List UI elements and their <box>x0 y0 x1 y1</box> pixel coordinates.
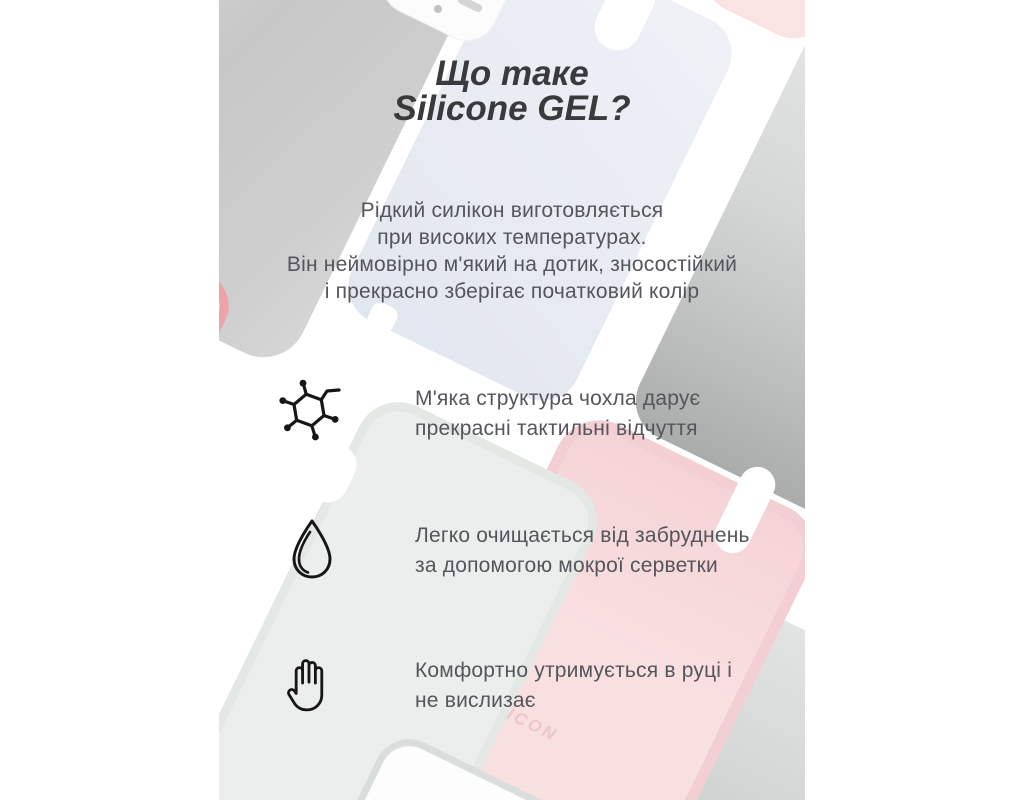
feature-soft-structure <box>0 374 1024 454</box>
intro-line: і прекрасно зберігає початковий колір <box>324 280 700 303</box>
intro-line: Він неймовірно м'який на дотик, зносостійкий <box>286 253 738 276</box>
intro-line: при високих температурах. <box>377 226 647 249</box>
intro-text <box>0 197 1024 305</box>
feature-line: М'яка структура чохла дарує <box>415 387 701 410</box>
molecule-icon <box>278 376 344 444</box>
feature-line: за допомогою мокрої серветки <box>415 554 718 577</box>
feature-easy-clean <box>0 511 1024 591</box>
page-title <box>0 56 1024 126</box>
feature-line: Легко очищається від забруднень <box>415 524 750 547</box>
hand-icon <box>284 652 330 716</box>
case-brand-watermark: ICON <box>503 704 562 746</box>
title-line-1: Що таке <box>435 54 589 93</box>
feature-text <box>415 656 732 716</box>
feature-text <box>415 384 700 444</box>
feature-grip <box>0 646 1024 726</box>
feature-line: не вислизає <box>415 689 536 712</box>
feature-line: прекрасні тактильні відчуття <box>415 417 698 440</box>
water-drop-icon <box>288 517 336 581</box>
feature-text <box>415 521 750 581</box>
title-line-2: Silicone GEL? <box>393 89 631 128</box>
intro-line: Рідкий силікон виготовляється <box>360 199 664 222</box>
feature-line: Комфортно утримується в руці і <box>415 659 733 682</box>
